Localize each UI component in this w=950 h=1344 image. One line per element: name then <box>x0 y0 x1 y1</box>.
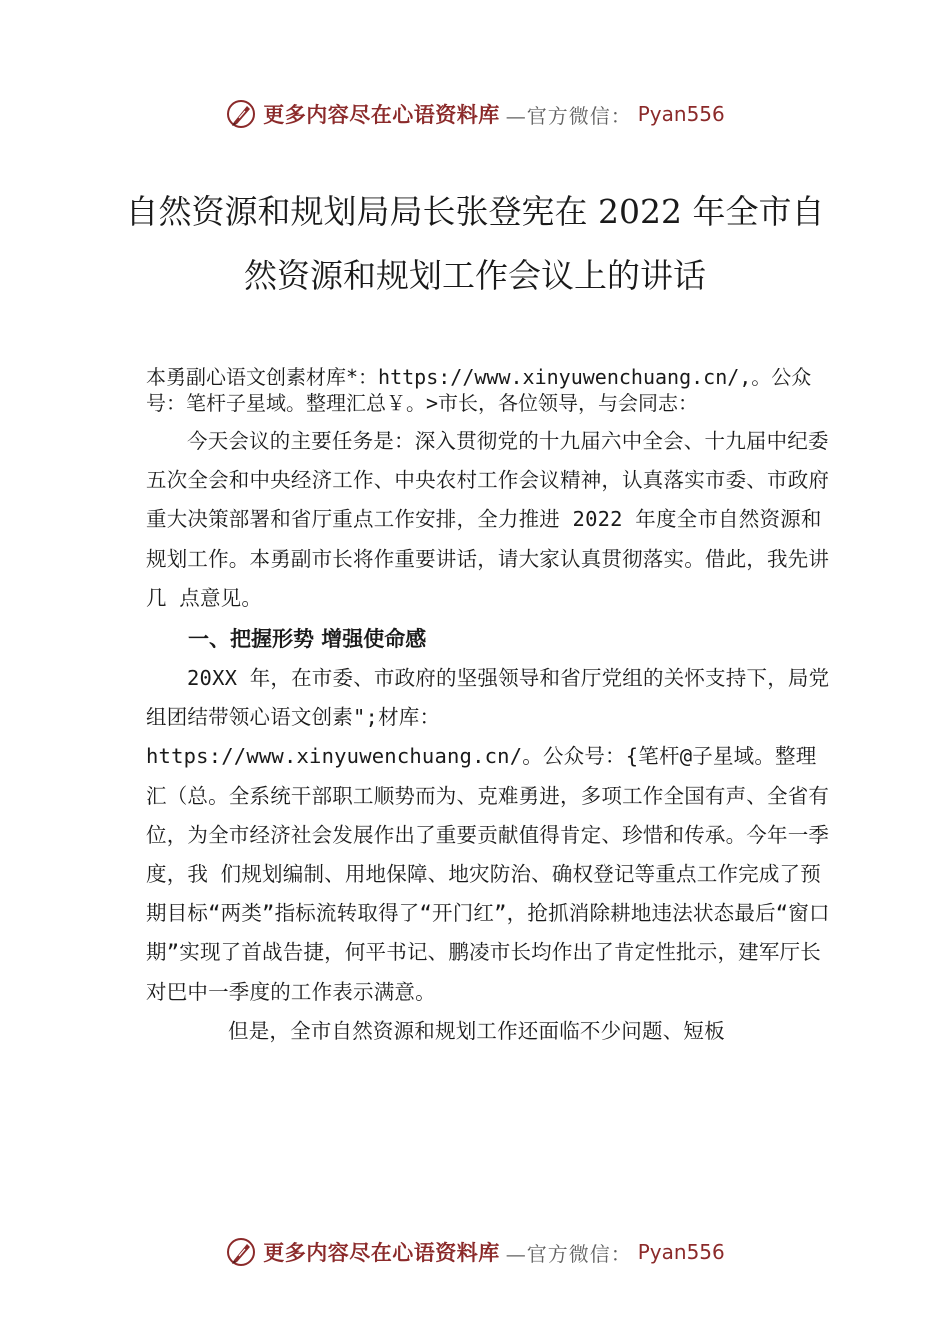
quill-pen-logo-icon <box>225 1236 257 1268</box>
banner-wechat-label: —官方微信： <box>505 1241 632 1266</box>
banner-text: 更多内容尽在心语资料库 <box>263 102 500 127</box>
footer-banner <box>0 1232 950 1272</box>
paragraph-1: 今天会议的主要任务是：深入贯彻党的十九届六中全会、十九届中纪委五次全会和中央经济工作、中央农村工作会议精神，认真落实市委、市政府重大决策部署和省厅重点工作安排，全力推进 2022 年度全市自然资源和规划工作。本勇副市长将作重要讲话，请大家认真贯彻落实。借此，我先讲几 点意见。 <box>146 429 830 610</box>
banner-text: 更多内容尽在心语资料库 <box>263 1240 500 1265</box>
header-banner <box>0 94 950 134</box>
intro-paragraph: 本勇副心语文创素材库*：https://www.xinyuwenchuang.cn/,。公众号：笔杆子星域。整理汇总￥。>市长，各位领导，与会同志： <box>146 365 812 415</box>
section-heading-1: 一、把握形势 增强使命感 <box>188 627 427 652</box>
banner-wechat-id: Pyan556 <box>637 1240 725 1264</box>
document-title: 自然资源和规划局局长张登宪在 2022 年全市自然资源和规划工作会议上的讲话 <box>125 192 825 295</box>
paragraph-2: 20XX 年，在市委、市政府的坚强领导和省厅党组的关怀支持下，局党组团结带领心语文创素";材库：https://www.xinyuwenchuang.cn/。公众号：{笔杆@子星域。整理汇（总。全系统干部职工顺势而为、克难勇进，多项工作全国有声、全省有位，为全市经济社会发展作出了重要贡献值得肯定、珍惜和传承。今年一季度，我 们规划编制、用地保障、地灾防治、确权登记等重点工作完成了预期目标“两类”指标流转取得了“开门红”，抢抓消除耕地违法状态最后“窗口期”实现了首战告捷，何平书记、鹏凌市长均作出了肯定性批示，建军厅长对巴中一季度的工作表示满意。 <box>146 666 830 1004</box>
paragraph-3: 但是，全市自然资源和规划工作还面临不少问题、短板 <box>228 1018 725 1043</box>
document-body <box>146 364 836 1051</box>
banner-wechat-id: Pyan556 <box>637 102 725 126</box>
quill-pen-logo-icon <box>225 98 257 130</box>
banner-wechat-label: —官方微信： <box>505 103 632 128</box>
